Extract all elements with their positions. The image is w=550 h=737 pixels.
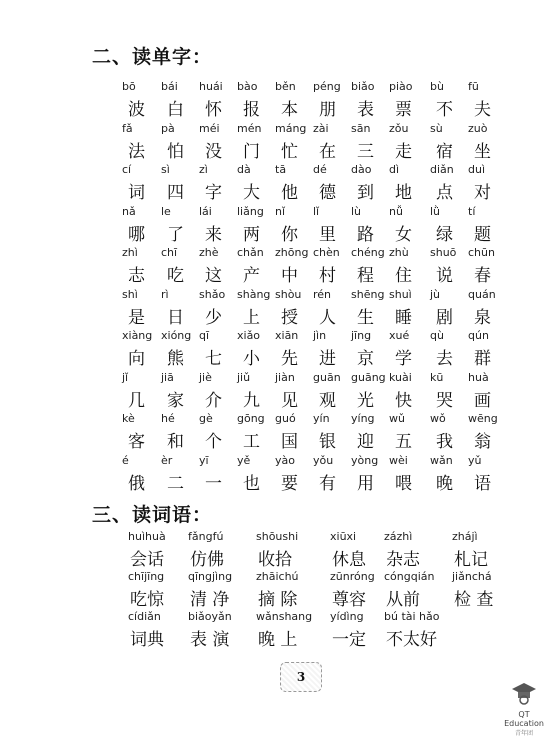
char-pinyin: shǎo bbox=[199, 287, 226, 301]
char-pinyin: dà bbox=[237, 163, 251, 176]
char-pinyin: xué bbox=[389, 329, 410, 342]
char-hanzi: 哭 bbox=[436, 390, 453, 411]
char-pinyin: rén bbox=[313, 287, 332, 301]
char-pinyin: bō bbox=[122, 80, 136, 93]
char-pinyin: bái bbox=[161, 80, 178, 93]
char-hanzi: 没 bbox=[205, 141, 222, 162]
char-pinyin: shuì bbox=[389, 287, 412, 301]
char-hanzi: 坐 bbox=[474, 141, 491, 162]
char-pinyin: nǎ bbox=[122, 204, 136, 218]
char-hanzi: 中 bbox=[281, 266, 298, 286]
qt-education-logo bbox=[500, 680, 548, 737]
char-pinyin: shòu bbox=[275, 287, 302, 301]
char-hanzi: 向 bbox=[128, 349, 145, 369]
char-hanzi: 国 bbox=[281, 432, 298, 452]
char-hanzi: 熊 bbox=[167, 349, 184, 369]
word-hanzi: 札记 bbox=[454, 550, 488, 570]
char-hanzi: 走 bbox=[395, 141, 412, 162]
char-pinyin: wǎn bbox=[430, 453, 453, 467]
char-hanzi: 朋 bbox=[319, 100, 336, 120]
graduation-cap-icon bbox=[511, 680, 537, 706]
char-pinyin: dì bbox=[389, 163, 400, 176]
char-hanzi: 语 bbox=[474, 473, 491, 494]
char-hanzi: 票 bbox=[395, 100, 412, 120]
char-hanzi: 报 bbox=[243, 100, 260, 120]
char-hanzi: 里 bbox=[319, 224, 336, 245]
char-pinyin: qù bbox=[430, 329, 444, 342]
char-pinyin: gōng bbox=[237, 412, 265, 425]
char-hanzi: 白 bbox=[167, 100, 184, 120]
char-hanzi: 小 bbox=[243, 349, 260, 369]
char-pinyin: gè bbox=[199, 412, 213, 425]
char-pinyin: huái bbox=[199, 80, 223, 93]
char-hanzi: 到 bbox=[357, 183, 374, 203]
char-pinyin: xiān bbox=[275, 329, 299, 342]
word-pinyin: bú tài hǎo bbox=[384, 610, 440, 623]
char-hanzi: 迎 bbox=[357, 432, 374, 452]
word-hanzi: 收拾 bbox=[258, 550, 292, 570]
char-pinyin: yǒu bbox=[313, 453, 334, 467]
char-pinyin: guān bbox=[313, 370, 341, 384]
char-hanzi: 表 bbox=[357, 100, 374, 120]
char-hanzi: 住 bbox=[395, 266, 412, 286]
char-pinyin: chéng bbox=[351, 246, 385, 259]
word-pinyin: zhāichú bbox=[256, 570, 299, 583]
char-hanzi: 观 bbox=[319, 390, 336, 411]
word-pinyin: xiūxi bbox=[330, 530, 357, 543]
char-pinyin: jīng bbox=[351, 329, 372, 342]
char-hanzi: 生 bbox=[357, 307, 374, 328]
word-pinyin: wǎnshang bbox=[256, 610, 313, 623]
char-hanzi: 泉 bbox=[474, 307, 491, 328]
word-hanzi: 摘 除 bbox=[258, 590, 298, 610]
char-pinyin: yào bbox=[275, 453, 295, 467]
char-pinyin: huà bbox=[468, 370, 489, 384]
char-hanzi: 说 bbox=[436, 266, 453, 286]
char-hanzi: 村 bbox=[319, 266, 336, 286]
char-pinyin: sì bbox=[161, 163, 170, 176]
char-pinyin: wǔ bbox=[389, 412, 405, 425]
char-pinyin: lǐ bbox=[313, 204, 320, 218]
char-hanzi: 志 bbox=[128, 266, 145, 286]
char-pinyin: lái bbox=[199, 204, 212, 218]
word-pinyin: huìhuà bbox=[128, 530, 166, 543]
char-hanzi: 忙 bbox=[281, 141, 298, 162]
char-pinyin: yíng bbox=[351, 412, 375, 425]
char-pinyin: dào bbox=[351, 163, 372, 176]
section-3-title: 三、读词语： bbox=[92, 504, 213, 526]
char-hanzi: 个 bbox=[205, 432, 222, 452]
char-hanzi: 五 bbox=[395, 432, 412, 452]
word-pinyin: zhájì bbox=[452, 530, 478, 543]
char-hanzi: 人 bbox=[319, 307, 336, 328]
char-pinyin: qī bbox=[199, 329, 210, 342]
char-pinyin: qún bbox=[468, 329, 489, 342]
char-pinyin: xióng bbox=[161, 329, 192, 342]
char-hanzi: 一 bbox=[205, 473, 222, 494]
char-hanzi: 词 bbox=[128, 183, 145, 203]
char-pinyin: shuō bbox=[430, 246, 457, 259]
char-hanzi: 要 bbox=[281, 473, 298, 494]
char-hanzi: 授 bbox=[281, 307, 298, 328]
char-hanzi: 日 bbox=[167, 307, 184, 328]
char-hanzi: 怀 bbox=[205, 100, 222, 120]
page-number: 3 bbox=[280, 662, 322, 692]
char-hanzi: 有 bbox=[319, 473, 336, 494]
word-hanzi: 仿佛 bbox=[190, 550, 224, 570]
char-pinyin: wǒ bbox=[430, 412, 446, 425]
word-pinyin: cídiǎn bbox=[128, 610, 161, 623]
char-pinyin: pà bbox=[161, 121, 175, 135]
char-pinyin: èr bbox=[161, 453, 173, 467]
char-hanzi: 群 bbox=[474, 349, 491, 369]
char-pinyin: zì bbox=[199, 163, 208, 176]
char-pinyin: jǐ bbox=[122, 370, 129, 384]
char-pinyin: sān bbox=[351, 121, 371, 135]
char-pinyin: quán bbox=[468, 287, 496, 301]
char-pinyin: méi bbox=[199, 121, 220, 135]
char-hanzi: 女 bbox=[395, 224, 412, 245]
logo-subtext: 青年团 bbox=[514, 730, 533, 737]
char-pinyin: nǚ bbox=[389, 204, 403, 218]
char-pinyin: lǜ bbox=[430, 204, 441, 218]
char-hanzi: 法 bbox=[128, 141, 145, 162]
char-pinyin: yě bbox=[237, 453, 251, 467]
char-hanzi: 在 bbox=[319, 141, 336, 162]
char-hanzi: 学 bbox=[395, 349, 412, 369]
char-pinyin: shēng bbox=[351, 287, 385, 301]
char-hanzi: 翁 bbox=[474, 432, 491, 452]
char-pinyin: lù bbox=[351, 204, 362, 218]
char-pinyin: chūn bbox=[468, 246, 495, 259]
word-hanzi: 清 净 bbox=[190, 590, 230, 610]
char-hanzi: 点 bbox=[436, 183, 453, 203]
word-hanzi: 会话 bbox=[130, 550, 164, 570]
char-hanzi: 这 bbox=[205, 266, 222, 286]
char-pinyin: cí bbox=[122, 163, 132, 176]
char-pinyin: jù bbox=[430, 287, 441, 301]
char-pinyin: tā bbox=[275, 163, 287, 176]
char-pinyin: chèn bbox=[313, 246, 340, 259]
char-pinyin: kū bbox=[430, 370, 444, 384]
char-hanzi: 怕 bbox=[167, 141, 184, 162]
char-hanzi: 晚 bbox=[436, 473, 453, 494]
char-pinyin: sù bbox=[430, 121, 443, 135]
char-pinyin: zhè bbox=[199, 246, 219, 259]
char-hanzi: 不 bbox=[436, 100, 453, 120]
char-pinyin: bù bbox=[430, 80, 444, 93]
char-hanzi: 产 bbox=[243, 266, 260, 286]
char-hanzi: 德 bbox=[319, 183, 336, 203]
char-pinyin: guāng bbox=[351, 370, 386, 384]
char-hanzi: 快 bbox=[395, 390, 412, 411]
char-hanzi: 门 bbox=[243, 141, 260, 162]
word-pinyin: jiǎnchá bbox=[452, 570, 492, 583]
word-pinyin: qīngjìng bbox=[188, 570, 233, 583]
char-hanzi: 俄 bbox=[128, 473, 145, 494]
char-hanzi: 波 bbox=[128, 100, 145, 120]
char-hanzi: 我 bbox=[436, 432, 453, 452]
char-hanzi: 睡 bbox=[395, 307, 412, 328]
char-hanzi: 地 bbox=[395, 183, 412, 203]
word-pinyin: zázhì bbox=[384, 530, 413, 543]
word-pinyin: biǎoyǎn bbox=[188, 610, 232, 623]
char-hanzi: 四 bbox=[167, 183, 184, 203]
char-hanzi: 了 bbox=[167, 224, 184, 245]
char-pinyin: chǎn bbox=[237, 246, 264, 259]
char-hanzi: 二 bbox=[167, 473, 184, 494]
char-hanzi: 几 bbox=[128, 390, 145, 411]
char-pinyin: fǎ bbox=[122, 121, 133, 135]
char-hanzi: 和 bbox=[167, 432, 184, 452]
char-pinyin: zǒu bbox=[389, 121, 409, 135]
char-hanzi: 吃 bbox=[167, 266, 184, 286]
char-pinyin: yī bbox=[199, 453, 209, 467]
char-hanzi: 京 bbox=[357, 349, 374, 369]
char-pinyin: jìn bbox=[313, 329, 327, 342]
word-pinyin: shōushi bbox=[256, 530, 299, 543]
char-hanzi: 介 bbox=[205, 390, 222, 411]
char-hanzi: 用 bbox=[357, 473, 374, 494]
char-pinyin: fū bbox=[468, 80, 479, 93]
char-hanzi: 家 bbox=[167, 390, 184, 411]
char-hanzi: 进 bbox=[319, 349, 336, 369]
word-hanzi: 尊容 bbox=[332, 590, 366, 610]
char-pinyin: dé bbox=[313, 163, 327, 176]
char-pinyin: xiàng bbox=[122, 329, 153, 342]
word-hanzi: 吃惊 bbox=[130, 590, 164, 610]
char-pinyin: chī bbox=[161, 246, 178, 259]
char-pinyin: é bbox=[122, 453, 129, 467]
char-pinyin: yín bbox=[313, 412, 330, 425]
char-pinyin: máng bbox=[275, 121, 307, 135]
char-hanzi: 大 bbox=[243, 183, 260, 203]
char-hanzi: 绿 bbox=[436, 224, 453, 245]
word-hanzi: 表 演 bbox=[190, 630, 230, 650]
char-hanzi: 字 bbox=[205, 183, 222, 203]
char-hanzi: 先 bbox=[281, 349, 298, 369]
char-pinyin: bào bbox=[237, 80, 258, 93]
section-2-title: 二、读单字： bbox=[92, 46, 213, 68]
char-pinyin: jiǔ bbox=[237, 370, 251, 384]
char-hanzi: 工 bbox=[243, 432, 260, 452]
char-pinyin: zài bbox=[313, 121, 329, 135]
char-pinyin: rì bbox=[161, 287, 169, 301]
char-hanzi: 两 bbox=[243, 224, 260, 245]
char-pinyin: jiā bbox=[161, 370, 174, 384]
char-hanzi: 七 bbox=[205, 349, 222, 369]
char-pinyin: guó bbox=[275, 412, 296, 425]
char-hanzi: 三 bbox=[357, 141, 374, 162]
char-pinyin: liǎng bbox=[237, 204, 264, 218]
char-hanzi: 来 bbox=[205, 224, 222, 245]
char-pinyin: zhì bbox=[122, 246, 138, 259]
char-hanzi: 程 bbox=[357, 266, 374, 286]
char-hanzi: 题 bbox=[474, 224, 491, 245]
char-pinyin: tí bbox=[468, 204, 476, 218]
char-hanzi: 他 bbox=[281, 183, 298, 203]
char-pinyin: yòng bbox=[351, 453, 379, 467]
char-pinyin: biǎo bbox=[351, 80, 375, 93]
char-hanzi: 银 bbox=[319, 432, 336, 452]
char-hanzi: 本 bbox=[281, 100, 298, 120]
char-pinyin: zuò bbox=[468, 121, 488, 135]
char-hanzi: 哪 bbox=[128, 224, 145, 245]
char-pinyin: duì bbox=[468, 163, 486, 176]
char-pinyin: jiè bbox=[199, 370, 212, 384]
char-hanzi: 你 bbox=[281, 224, 298, 245]
char-pinyin: kuài bbox=[389, 370, 412, 384]
word-hanzi: 一定 bbox=[332, 630, 366, 650]
char-hanzi: 是 bbox=[128, 307, 145, 328]
word-hanzi: 从前 bbox=[386, 590, 420, 610]
word-pinyin: zūnróng bbox=[330, 570, 375, 583]
char-hanzi: 对 bbox=[474, 183, 491, 203]
char-hanzi: 画 bbox=[474, 390, 491, 411]
word-pinyin: cóngqián bbox=[384, 570, 435, 583]
char-hanzi: 去 bbox=[436, 349, 453, 369]
word-hanzi: 词典 bbox=[130, 630, 164, 650]
char-hanzi: 春 bbox=[474, 266, 491, 286]
word-pinyin: yídìng bbox=[330, 610, 364, 623]
char-hanzi: 也 bbox=[243, 473, 260, 494]
char-pinyin: diǎn bbox=[430, 163, 454, 176]
char-pinyin: shàng bbox=[237, 287, 271, 301]
char-pinyin: hé bbox=[161, 412, 175, 425]
char-hanzi: 少 bbox=[205, 307, 222, 328]
char-pinyin: běn bbox=[275, 80, 296, 93]
word-pinyin: chījīng bbox=[128, 570, 165, 583]
char-pinyin: xiǎo bbox=[237, 329, 261, 342]
word-hanzi: 休息 bbox=[332, 550, 366, 570]
logo-text: QT Education bbox=[504, 710, 544, 728]
char-pinyin: zhōng bbox=[275, 246, 309, 259]
char-pinyin: yǔ bbox=[468, 453, 482, 467]
char-hanzi: 客 bbox=[128, 432, 145, 452]
char-pinyin: shì bbox=[122, 287, 138, 301]
word-hanzi: 晚 上 bbox=[258, 630, 298, 650]
char-pinyin: piào bbox=[389, 80, 413, 93]
word-pinyin: fǎngfú bbox=[188, 530, 224, 543]
word-hanzi: 不太好 bbox=[386, 630, 437, 650]
char-pinyin: péng bbox=[313, 80, 341, 93]
word-hanzi: 杂志 bbox=[386, 550, 420, 570]
char-pinyin: kè bbox=[122, 412, 135, 425]
char-pinyin: nǐ bbox=[275, 204, 286, 218]
word-hanzi: 检 查 bbox=[454, 590, 494, 610]
char-pinyin: le bbox=[161, 204, 171, 218]
char-pinyin: mén bbox=[237, 121, 262, 135]
char-pinyin: wèi bbox=[389, 453, 408, 467]
char-hanzi: 剧 bbox=[436, 307, 453, 328]
char-pinyin: jiàn bbox=[275, 370, 295, 384]
char-pinyin: zhù bbox=[389, 246, 409, 259]
char-hanzi: 喂 bbox=[395, 473, 412, 494]
char-hanzi: 见 bbox=[281, 390, 298, 411]
char-pinyin: wēng bbox=[468, 412, 498, 425]
char-hanzi: 宿 bbox=[436, 141, 453, 162]
char-hanzi: 夫 bbox=[474, 100, 491, 120]
char-hanzi: 光 bbox=[357, 390, 374, 411]
char-hanzi: 九 bbox=[243, 390, 260, 411]
char-hanzi: 路 bbox=[357, 224, 374, 245]
char-hanzi: 上 bbox=[243, 307, 260, 328]
